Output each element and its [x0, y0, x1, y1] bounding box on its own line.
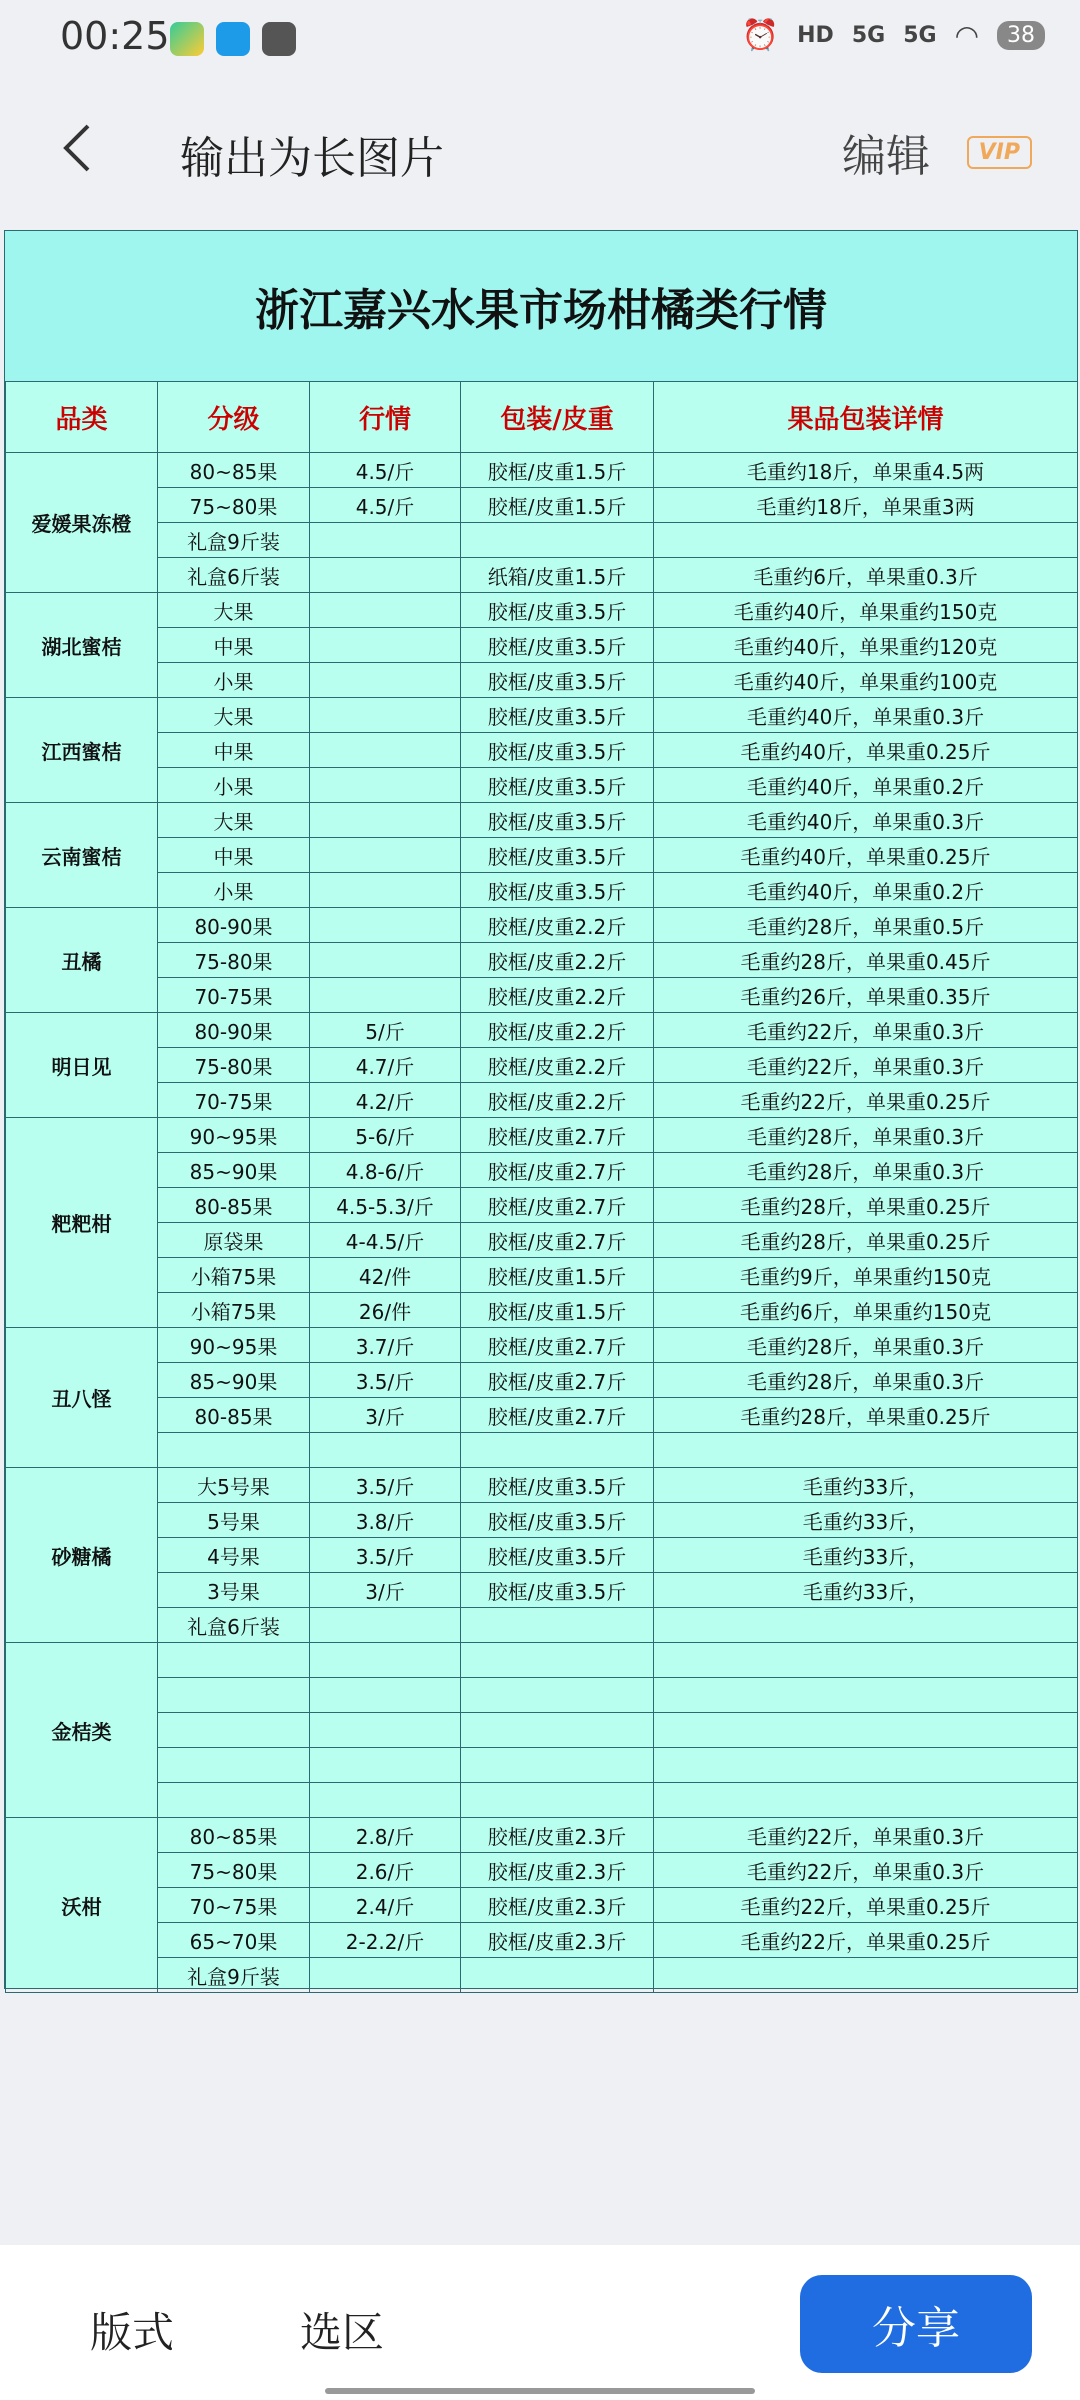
grade-cell: 90~95果 — [158, 1328, 310, 1363]
grade-cell: 85~90果 — [158, 1153, 310, 1188]
table-row — [6, 453, 1078, 488]
price-cell — [310, 523, 461, 558]
packaging-cell: 胶框/皮重3.5斤 — [461, 733, 654, 768]
packaging-cell: 胶框/皮重3.5斤 — [461, 1468, 654, 1503]
header-details: 果品包装详情 — [654, 382, 1078, 453]
grade-cell: 中果 — [158, 628, 310, 663]
grade-cell: 3号果 — [158, 1573, 310, 1608]
table-row — [6, 1888, 1078, 1923]
packaging-cell: 胶框/皮重2.2斤 — [461, 978, 654, 1013]
table-row — [6, 1083, 1078, 1118]
select-area-tab[interactable]: 选区 — [300, 2308, 385, 2357]
table-row — [6, 1853, 1078, 1888]
details-cell — [654, 1958, 1078, 1993]
packaging-cell — [461, 1678, 654, 1713]
table-row — [6, 1013, 1078, 1048]
system-icons — [742, 18, 1045, 53]
details-cell: 毛重约28斤，单果重0.25斤 — [654, 1188, 1078, 1223]
app-header — [0, 80, 1080, 230]
hd-icon: HD — [797, 23, 834, 48]
grade-cell: 5号果 — [158, 1503, 310, 1538]
header-grade: 分级 — [158, 382, 310, 453]
category-cell: 明日见 — [6, 1013, 158, 1118]
price-cell: 4.5/斤 — [310, 453, 461, 488]
packaging-cell: 胶框/皮重2.2斤 — [461, 908, 654, 943]
price-cell — [310, 1608, 461, 1643]
notification-icons — [170, 22, 296, 56]
details-cell: 毛重约33斤， — [654, 1503, 1078, 1538]
details-cell: 毛重约22斤，单果重0.25斤 — [654, 1923, 1078, 1958]
packaging-cell: 胶框/皮重2.7斤 — [461, 1188, 654, 1223]
table-row — [6, 488, 1078, 523]
details-cell — [654, 1643, 1078, 1678]
packaging-cell: 胶框/皮重1.5斤 — [461, 488, 654, 523]
packaging-cell: 胶框/皮重3.5斤 — [461, 698, 654, 733]
grade-cell: 4号果 — [158, 1538, 310, 1573]
battery-icon: 38 — [997, 21, 1045, 50]
grade-cell: 80-90果 — [158, 1013, 310, 1048]
category-cell: 爱媛果冻橙 — [6, 453, 158, 593]
packaging-cell: 胶框/皮重1.5斤 — [461, 1258, 654, 1293]
table-row — [6, 1293, 1078, 1328]
tool-notification-icon — [262, 22, 296, 56]
price-cell — [310, 733, 461, 768]
packaging-cell — [461, 1783, 654, 1818]
details-cell: 毛重约33斤， — [654, 1468, 1078, 1503]
packaging-cell: 纸箱/皮重1.5斤 — [461, 558, 654, 593]
table-row — [6, 1573, 1078, 1608]
details-cell: 毛重约22斤，单果重0.3斤 — [654, 1013, 1078, 1048]
price-cell: 3.5/斤 — [310, 1468, 461, 1503]
price-cell: 3.8/斤 — [310, 1503, 461, 1538]
details-cell — [654, 1748, 1078, 1783]
layout-tab[interactable]: 版式 — [90, 2308, 175, 2357]
price-cell — [310, 593, 461, 628]
grade-cell: 80-85果 — [158, 1398, 310, 1433]
table-row — [6, 523, 1078, 558]
category-cell: 湖北蜜桔 — [6, 593, 158, 698]
browser-notification-icon — [216, 22, 250, 56]
grade-cell — [158, 1783, 310, 1818]
packaging-cell: 胶框/皮重2.7斤 — [461, 1363, 654, 1398]
details-cell: 毛重约40斤，单果重约100克 — [654, 663, 1078, 698]
grade-cell: 75-80果 — [158, 1048, 310, 1083]
price-cell — [310, 873, 461, 908]
details-cell: 毛重约40斤，单果重约150克 — [654, 593, 1078, 628]
price-cell — [310, 1783, 461, 1818]
table-row — [6, 768, 1078, 803]
table-row — [6, 663, 1078, 698]
table-row — [6, 1503, 1078, 1538]
details-cell: 毛重约40斤，单果重约120克 — [654, 628, 1078, 663]
price-cell — [310, 1678, 461, 1713]
table-row — [6, 593, 1078, 628]
price-cell — [310, 698, 461, 733]
table-row — [6, 1363, 1078, 1398]
category-cell: 砂糖橘 — [6, 1468, 158, 1643]
grade-cell: 85~90果 — [158, 1363, 310, 1398]
price-cell: 4.5/斤 — [310, 488, 461, 523]
grade-cell: 大5号果 — [158, 1468, 310, 1503]
grade-cell: 小果 — [158, 768, 310, 803]
table-row — [6, 1923, 1078, 1958]
details-cell: 毛重约22斤，单果重0.3斤 — [654, 1048, 1078, 1083]
grade-cell — [158, 1643, 310, 1678]
details-cell: 毛重约40斤，单果重0.3斤 — [654, 803, 1078, 838]
price-cell — [310, 803, 461, 838]
details-cell: 毛重约26斤，单果重0.35斤 — [654, 978, 1078, 1013]
table-row — [6, 1398, 1078, 1433]
packaging-cell: 胶框/皮重2.2斤 — [461, 1048, 654, 1083]
grade-cell: 90~95果 — [158, 1118, 310, 1153]
details-cell: 毛重约22斤，单果重0.3斤 — [654, 1853, 1078, 1888]
price-cell — [310, 558, 461, 593]
details-cell: 毛重约40斤，单果重0.2斤 — [654, 768, 1078, 803]
price-cell: 3.5/斤 — [310, 1363, 461, 1398]
details-cell: 毛重约28斤，单果重0.3斤 — [654, 1153, 1078, 1188]
packaging-cell — [461, 1433, 654, 1468]
grade-cell: 礼盒9斤装 — [158, 1958, 310, 1993]
packaging-cell — [461, 523, 654, 558]
signal-icon-1: 5G — [851, 23, 886, 48]
packaging-cell: 胶框/皮重1.5斤 — [461, 1293, 654, 1328]
details-cell — [654, 1608, 1078, 1643]
price-cell: 2-2.2/斤 — [310, 1923, 461, 1958]
grade-cell: 小果 — [158, 873, 310, 908]
grade-cell: 80-90果 — [158, 908, 310, 943]
grade-cell: 中果 — [158, 733, 310, 768]
share-button[interactable]: 分享 — [800, 2275, 1032, 2373]
packaging-cell: 胶框/皮重3.5斤 — [461, 768, 654, 803]
details-cell: 毛重约18斤，单果重3两 — [654, 488, 1078, 523]
header-packaging: 包装/皮重 — [461, 382, 654, 453]
grade-cell: 80~85果 — [158, 453, 310, 488]
price-cell — [310, 663, 461, 698]
table-row — [6, 1748, 1078, 1783]
packaging-cell: 胶框/皮重2.2斤 — [461, 1013, 654, 1048]
packaging-cell — [461, 1713, 654, 1748]
details-cell: 毛重约28斤，单果重0.25斤 — [654, 1223, 1078, 1258]
table-row — [6, 1153, 1078, 1188]
packaging-cell: 胶框/皮重3.5斤 — [461, 1503, 654, 1538]
grade-cell: 大果 — [158, 698, 310, 733]
table-row — [6, 1678, 1078, 1713]
back-arrow-icon[interactable] — [58, 118, 118, 178]
grade-cell — [158, 1678, 310, 1713]
grade-cell: 75-80果 — [158, 943, 310, 978]
details-cell: 毛重约28斤，单果重0.3斤 — [654, 1363, 1078, 1398]
table-row — [6, 733, 1078, 768]
table-row — [6, 698, 1078, 733]
packaging-cell: 胶框/皮重2.7斤 — [461, 1153, 654, 1188]
price-cell: 42/件 — [310, 1258, 461, 1293]
price-cell: 3.7/斤 — [310, 1328, 461, 1363]
price-cell — [310, 1433, 461, 1468]
table-row — [6, 628, 1078, 663]
packaging-cell: 胶框/皮重3.5斤 — [461, 838, 654, 873]
packaging-cell: 胶框/皮重2.7斤 — [461, 1328, 654, 1363]
packaging-cell: 胶框/皮重2.2斤 — [461, 1083, 654, 1118]
details-cell: 毛重约28斤，单果重0.25斤 — [654, 1398, 1078, 1433]
grade-cell: 礼盒6斤装 — [158, 1608, 310, 1643]
signal-icon-2: 5G — [903, 23, 937, 48]
packaging-cell — [461, 1958, 654, 1993]
details-cell: 毛重约28斤，单果重0.5斤 — [654, 908, 1078, 943]
category-cell: 沃柑 — [6, 1818, 158, 1993]
details-cell — [654, 1713, 1078, 1748]
grade-cell: 70~75果 — [158, 1888, 310, 1923]
packaging-cell: 胶框/皮重3.5斤 — [461, 873, 654, 908]
wifi-icon: ◠ — [954, 19, 979, 52]
price-cell — [310, 1713, 461, 1748]
price-cell: 2.6/斤 — [310, 1853, 461, 1888]
home-indicator[interactable] — [325, 2388, 755, 2394]
packaging-cell: 胶框/皮重2.3斤 — [461, 1923, 654, 1958]
grade-cell: 80-85果 — [158, 1188, 310, 1223]
price-cell: 3/斤 — [310, 1573, 461, 1608]
table-row — [6, 1468, 1078, 1503]
details-cell: 毛重约40斤，单果重0.25斤 — [654, 838, 1078, 873]
packaging-cell: 胶框/皮重3.5斤 — [461, 1573, 654, 1608]
grade-cell: 70-75果 — [158, 1083, 310, 1118]
grade-cell: 中果 — [158, 838, 310, 873]
price-cell: 2.8/斤 — [310, 1818, 461, 1853]
category-cell: 江西蜜桔 — [6, 698, 158, 803]
details-cell: 毛重约22斤，单果重0.25斤 — [654, 1888, 1078, 1923]
edit-button[interactable]: 编辑 — [842, 131, 930, 182]
details-cell: 毛重约40斤，单果重0.3斤 — [654, 698, 1078, 733]
price-table — [5, 381, 1078, 1993]
packaging-cell: 胶框/皮重2.3斤 — [461, 1888, 654, 1923]
packaging-cell: 胶框/皮重2.7斤 — [461, 1223, 654, 1258]
table-row — [6, 803, 1078, 838]
category-cell: 云南蜜桔 — [6, 803, 158, 908]
table-row — [6, 838, 1078, 873]
table-row — [6, 1048, 1078, 1083]
grade-cell: 70-75果 — [158, 978, 310, 1013]
table-row — [6, 1538, 1078, 1573]
price-cell — [310, 1643, 461, 1678]
price-cell: 4-4.5/斤 — [310, 1223, 461, 1258]
packaging-cell — [461, 1608, 654, 1643]
price-cell — [310, 978, 461, 1013]
price-cell: 26/件 — [310, 1293, 461, 1328]
packaging-cell: 胶框/皮重3.5斤 — [461, 663, 654, 698]
grade-cell: 小果 — [158, 663, 310, 698]
grade-cell: 小箱75果 — [158, 1293, 310, 1328]
table-row — [6, 1783, 1078, 1818]
grade-cell: 大果 — [158, 593, 310, 628]
table-row — [6, 943, 1078, 978]
grade-cell: 65~70果 — [158, 1923, 310, 1958]
price-cell: 3.5/斤 — [310, 1538, 461, 1573]
table-row — [6, 1118, 1078, 1153]
table-row — [6, 1608, 1078, 1643]
price-cell — [310, 628, 461, 663]
packaging-cell: 胶框/皮重3.5斤 — [461, 1538, 654, 1573]
status-bar — [0, 0, 1080, 80]
grade-cell: 75~80果 — [158, 1853, 310, 1888]
price-table-image — [4, 230, 1078, 1989]
packaging-cell: 胶框/皮重2.3斤 — [461, 1818, 654, 1853]
packaging-cell: 胶框/皮重1.5斤 — [461, 453, 654, 488]
bottom-toolbar — [0, 2245, 1080, 2400]
page-title: 输出为长图片 — [180, 133, 444, 184]
price-cell: 2.4/斤 — [310, 1888, 461, 1923]
price-cell: 5-6/斤 — [310, 1118, 461, 1153]
packaging-cell — [461, 1748, 654, 1783]
packaging-cell: 胶框/皮重2.7斤 — [461, 1398, 654, 1433]
grade-cell — [158, 1748, 310, 1783]
table-row — [6, 1643, 1078, 1678]
price-cell — [310, 943, 461, 978]
details-cell — [654, 523, 1078, 558]
table-row — [6, 1328, 1078, 1363]
details-cell: 毛重约40斤，单果重0.2斤 — [654, 873, 1078, 908]
details-cell: 毛重约40斤，单果重0.25斤 — [654, 733, 1078, 768]
table-row — [6, 978, 1078, 1013]
packaging-cell: 胶框/皮重2.7斤 — [461, 1118, 654, 1153]
status-time: 00:25 — [60, 14, 170, 58]
grade-cell: 大果 — [158, 803, 310, 838]
table-row — [6, 1258, 1078, 1293]
header-category: 品类 — [6, 382, 158, 453]
packaging-cell: 胶框/皮重2.2斤 — [461, 943, 654, 978]
category-cell: 粑粑柑 — [6, 1118, 158, 1328]
details-cell: 毛重约28斤，单果重0.3斤 — [654, 1118, 1078, 1153]
packaging-cell — [461, 1643, 654, 1678]
price-cell — [310, 768, 461, 803]
alarm-icon: ⏰ — [741, 18, 780, 53]
grade-cell: 小箱75果 — [158, 1258, 310, 1293]
header-price: 行情 — [310, 382, 461, 453]
price-cell: 4.8-6/斤 — [310, 1153, 461, 1188]
table-row — [6, 1818, 1078, 1853]
table-row — [6, 558, 1078, 593]
table-row — [6, 1223, 1078, 1258]
details-cell: 毛重约22斤，单果重0.25斤 — [654, 1083, 1078, 1118]
table-row — [6, 908, 1078, 943]
table-row — [6, 1188, 1078, 1223]
details-cell: 毛重约18斤，单果重4.5两 — [654, 453, 1078, 488]
category-cell: 金桔类 — [6, 1643, 158, 1818]
category-cell: 丑橘 — [6, 908, 158, 1013]
grade-cell — [158, 1713, 310, 1748]
table-row — [6, 873, 1078, 908]
grade-cell: 礼盒6斤装 — [158, 558, 310, 593]
packaging-cell: 胶框/皮重3.5斤 — [461, 628, 654, 663]
price-cell — [310, 1958, 461, 1993]
vip-badge: VIP — [967, 136, 1032, 169]
category-cell: 丑八怪 — [6, 1328, 158, 1468]
grade-cell: 80~85果 — [158, 1818, 310, 1853]
details-cell: 毛重约9斤，单果重约150克 — [654, 1258, 1078, 1293]
grade-cell — [158, 1433, 310, 1468]
price-cell: 4.2/斤 — [310, 1083, 461, 1118]
details-cell: 毛重约33斤， — [654, 1538, 1078, 1573]
grade-cell: 原袋果 — [158, 1223, 310, 1258]
app-notification-icon — [170, 22, 204, 56]
grade-cell: 礼盒9斤装 — [158, 523, 310, 558]
details-cell: 毛重约6斤，单果重0.3斤 — [654, 558, 1078, 593]
details-cell: 毛重约22斤，单果重0.3斤 — [654, 1818, 1078, 1853]
packaging-cell: 胶框/皮重3.5斤 — [461, 803, 654, 838]
price-cell: 4.5-5.3/斤 — [310, 1188, 461, 1223]
details-cell — [654, 1433, 1078, 1468]
table-header-row — [6, 382, 1078, 453]
price-cell — [310, 1748, 461, 1783]
price-cell — [310, 908, 461, 943]
details-cell: 毛重约6斤，单果重约150克 — [654, 1293, 1078, 1328]
price-cell: 4.7/斤 — [310, 1048, 461, 1083]
details-cell: 毛重约28斤，单果重0.45斤 — [654, 943, 1078, 978]
details-cell: 毛重约33斤， — [654, 1573, 1078, 1608]
price-cell — [310, 838, 461, 873]
table-row — [6, 1713, 1078, 1748]
table-title: 浙江嘉兴水果市场柑橘类行情 — [5, 231, 1077, 381]
details-cell — [654, 1678, 1078, 1713]
table-row — [6, 1958, 1078, 1993]
price-cell: 5/斤 — [310, 1013, 461, 1048]
packaging-cell: 胶框/皮重2.3斤 — [461, 1853, 654, 1888]
table-row — [6, 1433, 1078, 1468]
grade-cell: 75~80果 — [158, 488, 310, 523]
price-cell: 3/斤 — [310, 1398, 461, 1433]
details-cell — [654, 1783, 1078, 1818]
details-cell: 毛重约28斤，单果重0.3斤 — [654, 1328, 1078, 1363]
packaging-cell: 胶框/皮重3.5斤 — [461, 593, 654, 628]
